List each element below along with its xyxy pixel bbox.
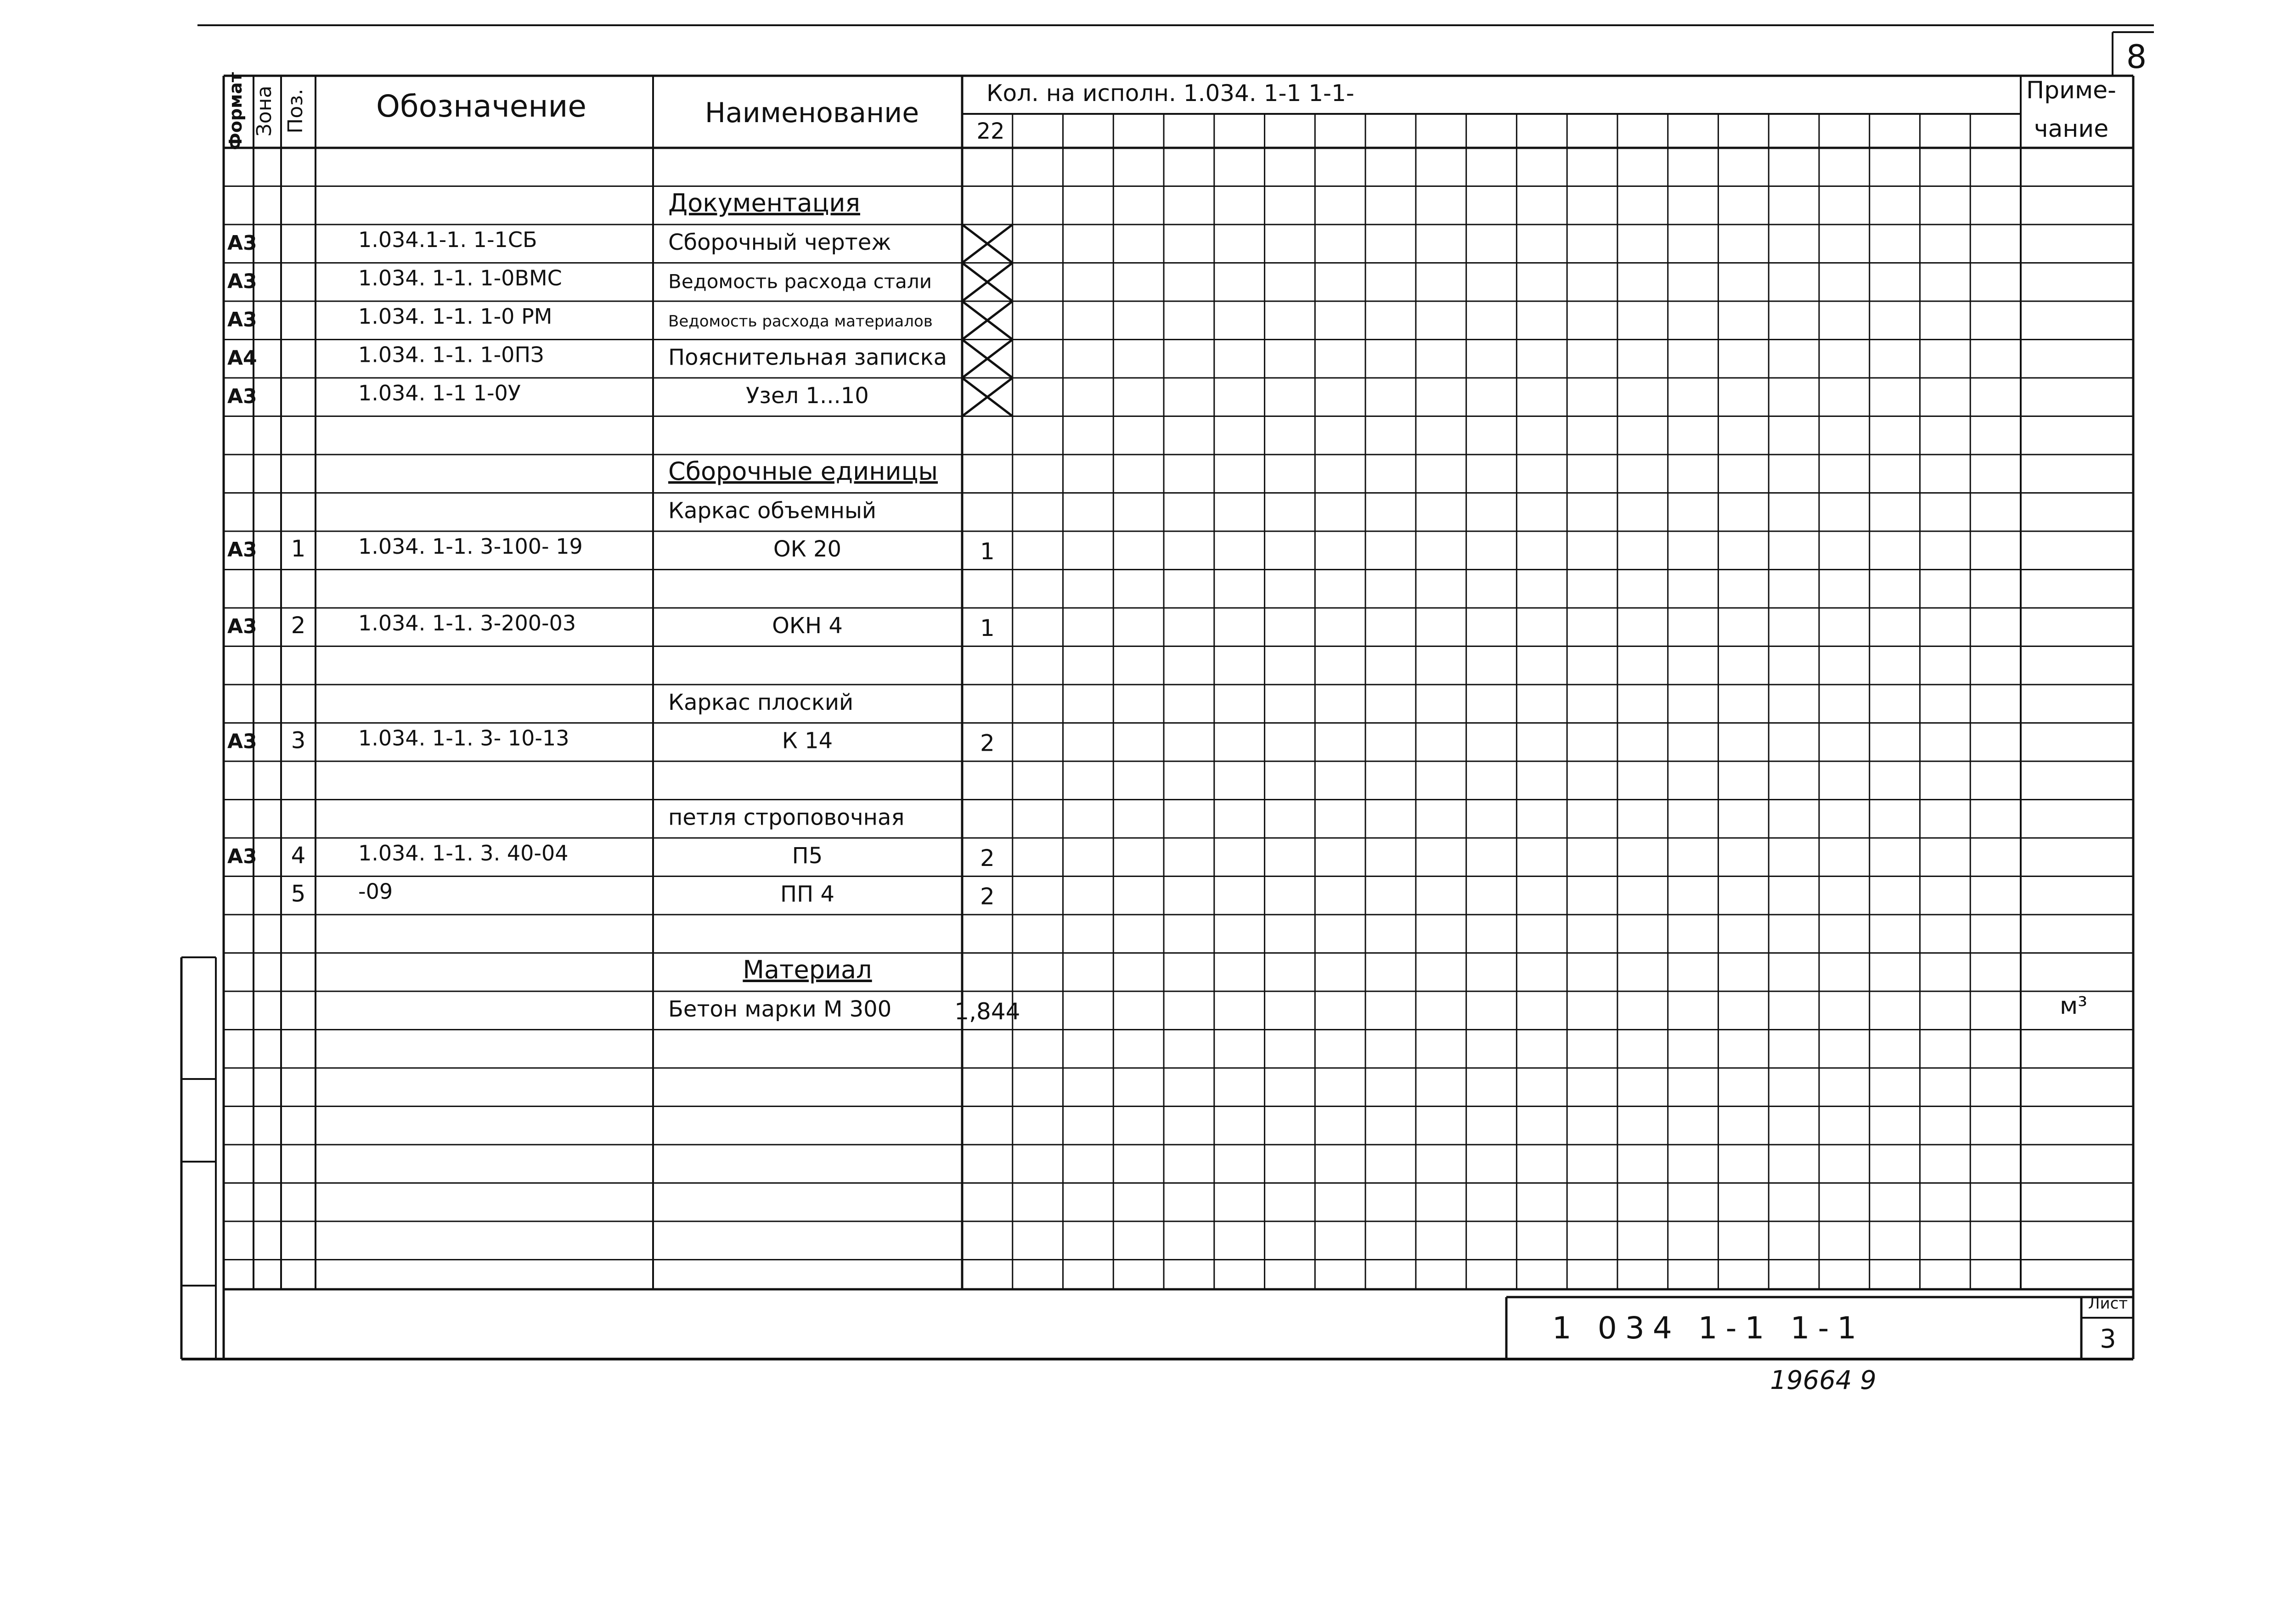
row-name: ПП 4: [780, 881, 834, 907]
row-position: 2: [291, 612, 306, 639]
row-format: А4: [227, 346, 257, 370]
row-designation: -09: [358, 879, 393, 904]
row-name: Ведомость расхода стали: [668, 270, 932, 293]
row-format: А3: [227, 845, 257, 869]
row-name: Материал: [743, 955, 872, 984]
row-designation: 1.034. 1-1. 1-0ПЗ: [358, 342, 544, 367]
header-format: Формат: [225, 72, 246, 150]
row-position: 5: [291, 880, 306, 907]
row-name: ОК 20: [773, 536, 842, 562]
row-designation: 1.034. 1-1 1-0У: [358, 381, 521, 406]
row-name: Сборочные единицы: [668, 457, 938, 486]
row-name: Документация: [668, 188, 860, 218]
row-name: К 14: [782, 728, 833, 754]
row-quantity: 2: [980, 883, 995, 910]
header-note-2: чание: [2034, 115, 2109, 143]
row-name: Сборочный чертеж: [668, 230, 891, 256]
row-name: П5: [792, 843, 823, 869]
header-designation: Обозначение: [376, 89, 586, 124]
row-position: 4: [291, 842, 306, 869]
row-name: ОКН 4: [772, 613, 843, 639]
row-name: Каркас объемный: [668, 498, 877, 524]
row-format: А3: [227, 308, 257, 332]
row-name: петля строповочная: [668, 804, 905, 831]
row-name: Каркас плоский: [668, 690, 854, 716]
header-qty-title: Кол. на исполн. 1.034. 1-1 1-1-: [986, 80, 1354, 107]
row-quantity: 1,844: [954, 998, 1020, 1025]
row-name: Бетон марки М 300: [668, 996, 892, 1023]
row-format: А3: [227, 538, 257, 562]
row-designation: 1.034.1-1. 1-1СБ: [358, 227, 537, 253]
row-designation: 1.034. 1-1. 3-200-03: [358, 611, 576, 636]
title-block-sheet-label: Лист: [2088, 1294, 2128, 1313]
row-format: А3: [227, 615, 257, 639]
row-quantity: 2: [980, 845, 995, 872]
title-block-designation: 1 034 1-1 1-1: [1552, 1310, 1865, 1346]
row-note: м³: [2059, 992, 2088, 1020]
header-qty-first: 22: [976, 118, 1005, 144]
row-quantity: 2: [980, 730, 995, 757]
row-designation: 1.034. 1-1. 1-0ВМС: [358, 265, 562, 291]
row-designation: 1.034. 1-1. 3. 40-04: [358, 841, 569, 866]
header-note-1: Приме-: [2026, 77, 2116, 104]
row-quantity: 1: [980, 615, 995, 642]
row-name: Ведомость расхода материалов: [668, 312, 933, 331]
row-format: А3: [227, 231, 257, 255]
header-pos: Поз.: [284, 89, 307, 134]
row-designation: 1.034. 1-1. 1-0 РМ: [358, 304, 552, 329]
row-position: 3: [291, 727, 306, 754]
row-format: А3: [227, 385, 257, 409]
inventory-number: 19664 9: [1770, 1366, 1877, 1395]
page-number: 8: [2126, 38, 2147, 76]
row-name: Узел 1...10: [746, 383, 869, 409]
row-format: А3: [227, 270, 257, 293]
title-block-sheet-number: 3: [2100, 1324, 2116, 1354]
row-designation: 1.034. 1-1. 3-100- 19: [358, 534, 583, 559]
row-format: А3: [227, 730, 257, 753]
row-position: 1: [291, 535, 306, 562]
row-designation: 1.034. 1-1. 3- 10-13: [358, 725, 569, 751]
row-quantity: 1: [980, 538, 995, 565]
row-name: Пояснительная записка: [668, 344, 947, 371]
header-name: Наименование: [704, 97, 919, 129]
header-zone: Зона: [253, 85, 276, 137]
